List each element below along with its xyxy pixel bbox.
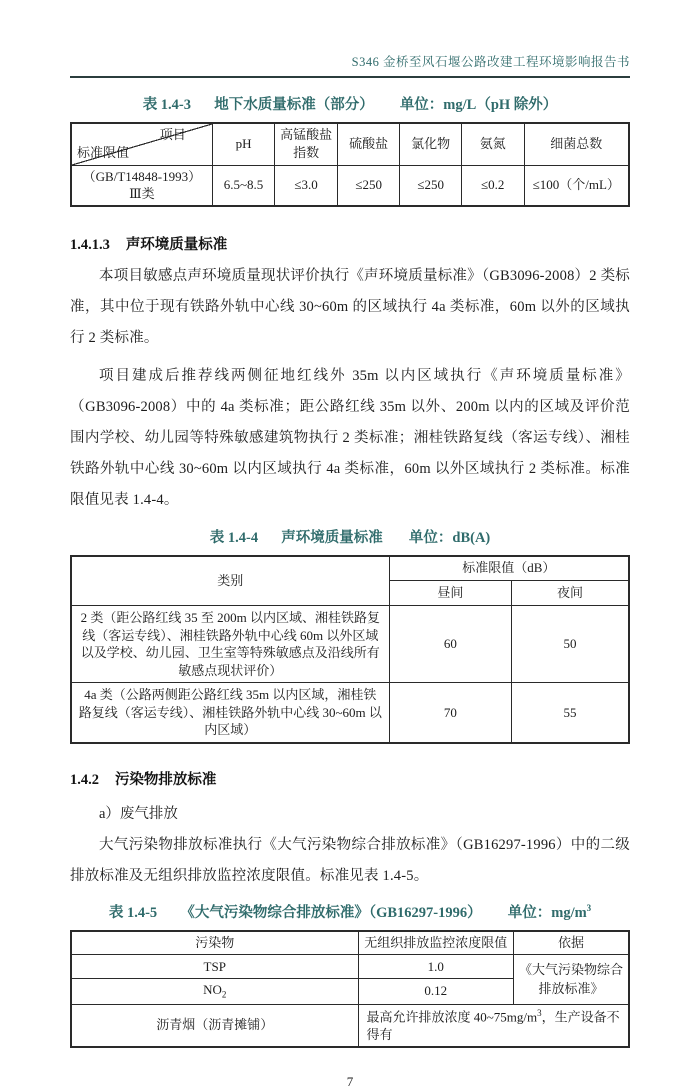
table-1-4-4-caption xyxy=(70,526,630,547)
pollutant-name: NO xyxy=(203,982,222,998)
table-1-4-5-caption-unit xyxy=(508,905,591,921)
column-header-limit: 标准限值（dB） xyxy=(389,556,629,581)
section-heading-1-4-1-3 xyxy=(70,233,630,254)
table-1-4-3-caption-title: 地下水质量标准（部分） xyxy=(214,97,374,113)
column-header-permanganate: 高锰酸盐指数 xyxy=(275,123,338,165)
table-row xyxy=(71,955,629,979)
header-diagonal-cell xyxy=(71,123,212,165)
table-row xyxy=(71,165,629,206)
column-header-daytime: 昼间 xyxy=(389,581,511,606)
table-row xyxy=(71,606,629,683)
groundwater-quality-table xyxy=(70,122,630,207)
table-1-4-4-caption-unit: 单位：dB(A) xyxy=(408,529,491,546)
page-number: 7 xyxy=(346,1074,354,1090)
pollutant-asphalt-smoke: 沥青烟（沥青摊铺） xyxy=(71,1004,358,1047)
standard-class: Ⅲ类 xyxy=(129,186,155,202)
page-header-title: S346 金桥至风石堰公路改建工程环境影响报告书 xyxy=(351,55,630,69)
class2-night-value: 50 xyxy=(512,606,629,683)
column-header-sulfate: 硫酸盐 xyxy=(337,123,400,165)
class4a-day-value: 70 xyxy=(389,683,511,743)
value-sulfate: ≤250 xyxy=(337,165,400,206)
value-ph: 6.5~8.5 xyxy=(212,165,275,206)
category-class4a: 4a 类（公路两侧距公路红线 35m 以内区域，湘桂铁路复线（客运专线）、湘桂铁路外轨中心线 30~60m 以内区域） xyxy=(71,683,389,743)
table-row xyxy=(71,123,629,165)
pollutant-no2 xyxy=(71,979,358,1004)
asphalt-smoke-limit xyxy=(358,1004,629,1047)
section-number: 1.4.1.3 xyxy=(70,236,110,253)
value-permanganate: ≤3.0 xyxy=(275,165,338,206)
basis-reference: 《大气污染物综合排放标准》 xyxy=(514,955,629,1004)
column-header-category: 类别 xyxy=(71,556,389,606)
limit-text: 最高允许排放浓度 40~75mg/m xyxy=(366,1008,538,1024)
no2-limit-value: 0.12 xyxy=(358,979,514,1004)
limit-text-suffix: ，生产设备不得有 xyxy=(366,1008,620,1043)
diagonal-top-label: 项目 xyxy=(159,127,186,142)
column-header-ammonia: 氨氮 xyxy=(461,123,524,165)
section-heading-1-4-2 xyxy=(70,768,630,789)
table-1-4-3-caption xyxy=(70,93,630,114)
section-title: 污染物排放标准 xyxy=(114,771,217,788)
paragraph-noise-standard-1: 本项目敏感点声环境质量现状评价执行《声环境质量标准》（GB3096-2008）2 类标准，其中位于现有铁路外轨中心线 30~60m 的区域执行 4a 类标准，60m 以外的区域执行 2 类标准。 xyxy=(70,267,630,346)
paragraph-noise-standard-2: 项目建成后推荐线两侧征地红线外 35m 以内区域执行《声环境质量标准》（GB3096-2008）中的 4a 类标准；距公路红线 35m 以外、200m 以内的区域及评价范围内学校、幼儿园等特殊敏感建筑物执行 2 类标准；湘桂铁路复线（客运专线）、湘桂铁路外轨中心线 30~60m 以内区域执行 4a 类标准，60m 以外区域执行 2 类标准。标准限值见表 1.4-4。 xyxy=(70,367,630,508)
class2-day-value: 60 xyxy=(389,606,511,683)
table-1-4-3-caption-unit: 单位：mg/L（pH 除外） xyxy=(399,97,558,113)
column-header-pollutant: 污染物 xyxy=(71,931,358,955)
tsp-limit-value: 1.0 xyxy=(358,955,514,979)
column-header-chloride: 氯化物 xyxy=(400,123,462,165)
noise-standard-table xyxy=(70,555,630,744)
table-1-4-5-caption xyxy=(70,901,630,922)
column-header-bacteria: 细菌总数 xyxy=(524,123,629,165)
pollutant-name: TSP xyxy=(203,958,226,974)
air-pollutant-table xyxy=(70,930,630,1048)
table-1-4-5-caption-title: 《大气污染物综合排放标准》（GB16297-1996） xyxy=(180,904,482,921)
pollutant-subscript: 2 xyxy=(221,990,227,1001)
section-number: 1.4.2 xyxy=(70,771,99,788)
unit-superscript: 3 xyxy=(586,903,592,914)
paragraph-air-emission: 大气污染物排放标准执行《大气污染物综合排放标准》（GB16297-1996）中的二级排放标准及无组织排放监控浓度限值。标准见表 1.4-5。 xyxy=(70,836,630,884)
value-bacteria: ≤100（个/mL） xyxy=(524,165,629,206)
limit-superscript: 3 xyxy=(537,1007,542,1018)
table-row xyxy=(71,931,629,955)
standard-row-label xyxy=(71,165,212,206)
unit-text: 单位：mg/m xyxy=(507,904,587,921)
value-chloride: ≤250 xyxy=(400,165,462,206)
table-row xyxy=(71,556,629,581)
section-title: 声环境质量标准 xyxy=(125,236,228,253)
value-ammonia: ≤0.2 xyxy=(461,165,524,206)
table-1-4-5-caption-label: 表 1.4-5 xyxy=(108,904,158,921)
standard-code: （GB/T14848-1993） xyxy=(82,168,202,184)
table-row xyxy=(71,683,629,743)
column-header-basis: 依据 xyxy=(514,931,629,955)
category-class2: 2 类（距公路红线 35 至 200m 以内区域、湘桂铁路复线（客运专线）、湘桂铁路外轨中心线 60m 以外区域以及学校、幼儿园、卫生室等特殊敏感点及沿线所有敏感点现状评价） xyxy=(71,606,389,683)
diagonal-bottom-label: 标准限值 xyxy=(77,145,130,161)
table-1-4-4-caption-title: 声环境质量标准 xyxy=(281,529,383,546)
table-1-4-4-caption-label: 表 1.4-4 xyxy=(209,529,259,546)
column-header-ph: pH xyxy=(212,123,275,165)
class4a-night-value: 55 xyxy=(512,683,629,743)
column-header-monitor-limit: 无组织排放监控浓度限值 xyxy=(358,931,514,955)
pollutant-tsp xyxy=(71,955,358,979)
table-row xyxy=(71,1004,629,1047)
column-header-nighttime: 夜间 xyxy=(512,581,629,606)
subsection-a-heading: a）废气排放 xyxy=(99,805,178,822)
table-1-4-3-caption-label: 表 1.4-3 xyxy=(142,97,192,113)
page-header xyxy=(70,0,630,78)
